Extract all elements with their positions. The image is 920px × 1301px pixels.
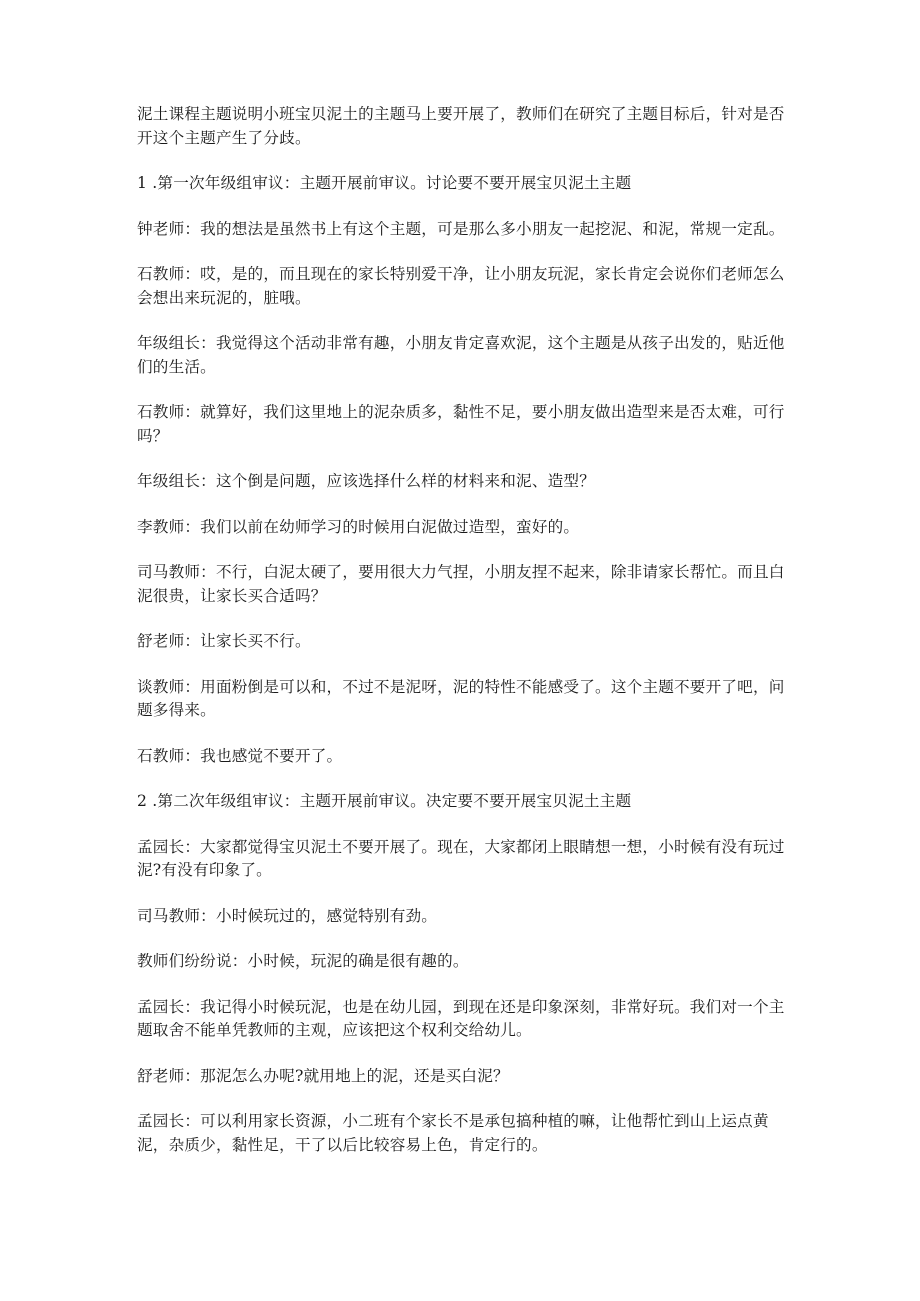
- paragraph-dialogue: 孟园长：可以利用家长资源，小二班有个家长不是承包搞种植的嘛，让他帮忙到山上运点黄泥，杂质少，黏性足，干了以后比较容易上色，肯定行的。: [137, 1112, 769, 1154]
- paragraph-dialogue: 年级组长：这个倒是问题，应该选择什么样的材料来和泥、造型？: [137, 472, 596, 490]
- paragraph-dialogue: 年级组长：我觉得这个活动非常有趣，小朋友肯定喜欢泥，这个主题是从孩子出发的，贴近他们的生活。: [137, 334, 785, 376]
- paragraph-dialogue: 石教师：我也感觉不要开了。: [137, 746, 343, 765]
- document-page: [137, 103, 787, 1179]
- paragraph-intro: 泥土课程主题说明小班宝贝泥土的主题马上要开展了，教师们在研究了主题目标后，针对是否开这个主题产生了分歧。: [137, 105, 785, 147]
- paragraph-dialogue: 石教师：就算好，我们这里地上的泥杂质多，黏性不足，要小朋友做出造型来是否太难，可行吗？: [137, 403, 785, 445]
- paragraph-dialogue: 司马教师：小时候玩过的，感觉特别有劲。: [137, 906, 438, 925]
- paragraph-dialogue: 孟园长：我记得小时候玩泥，也是在幼儿园，到现在还是印象深刻，非常好玩。我们对一个主题取舍不能单凭教师的主观，应该把这个权利交给幼儿。: [137, 997, 785, 1039]
- paragraph-section-2-heading: 2 .第二次年级组审议：主题开展前审议。决定要不要开展宝贝泥土主题: [137, 792, 632, 810]
- paragraph-dialogue: 孟园长：大家都觉得宝贝泥土不要开展了。现在，大家都闭上眼睛想一想，小时候有没有玩过泥?有没有印象了。: [137, 837, 785, 879]
- paragraph-dialogue: 李教师：我们以前在幼师学习的时候用白泥做过造型，蛮好的。: [137, 517, 580, 536]
- paragraph-dialogue: 石教师：哎，是的，而且现在的家长特别爱干净，让小朋友玩泥，家长肯定会说你们老师怎么会想出来玩泥的，脏哦。: [137, 265, 785, 307]
- paragraph-dialogue: 教师们纷纷说：小时候，玩泥的确是很有趣的。: [137, 952, 469, 970]
- paragraph-dialogue: 钟老师：我的想法是虽然书上有这个主题，可是那么多小朋友一起挖泥、和泥，常规一定乱。: [137, 219, 785, 238]
- paragraph-dialogue: 谈教师：用面粉倒是可以和，不过不是泥呀，泥的特性不能感受了。这个主题不要开了吧，问题多得来。: [137, 677, 785, 719]
- paragraph-section-1-heading: 1 .第一次年级组审议：主题开展前审议。讨论要不要开展宝贝泥土主题: [137, 174, 632, 192]
- paragraph-dialogue: 舒老师：那泥怎么办呢?就用地上的泥，还是买白泥？: [137, 1066, 509, 1085]
- paragraph-dialogue: 舒老师：让家长买不行。: [137, 632, 311, 650]
- paragraph-dialogue: 司马教师：不行，白泥太硬了，要用很大力气捏，小朋友捏不起来，除非请家长帮忙。而且白泥很贵，让家长买合适吗？: [137, 563, 785, 605]
